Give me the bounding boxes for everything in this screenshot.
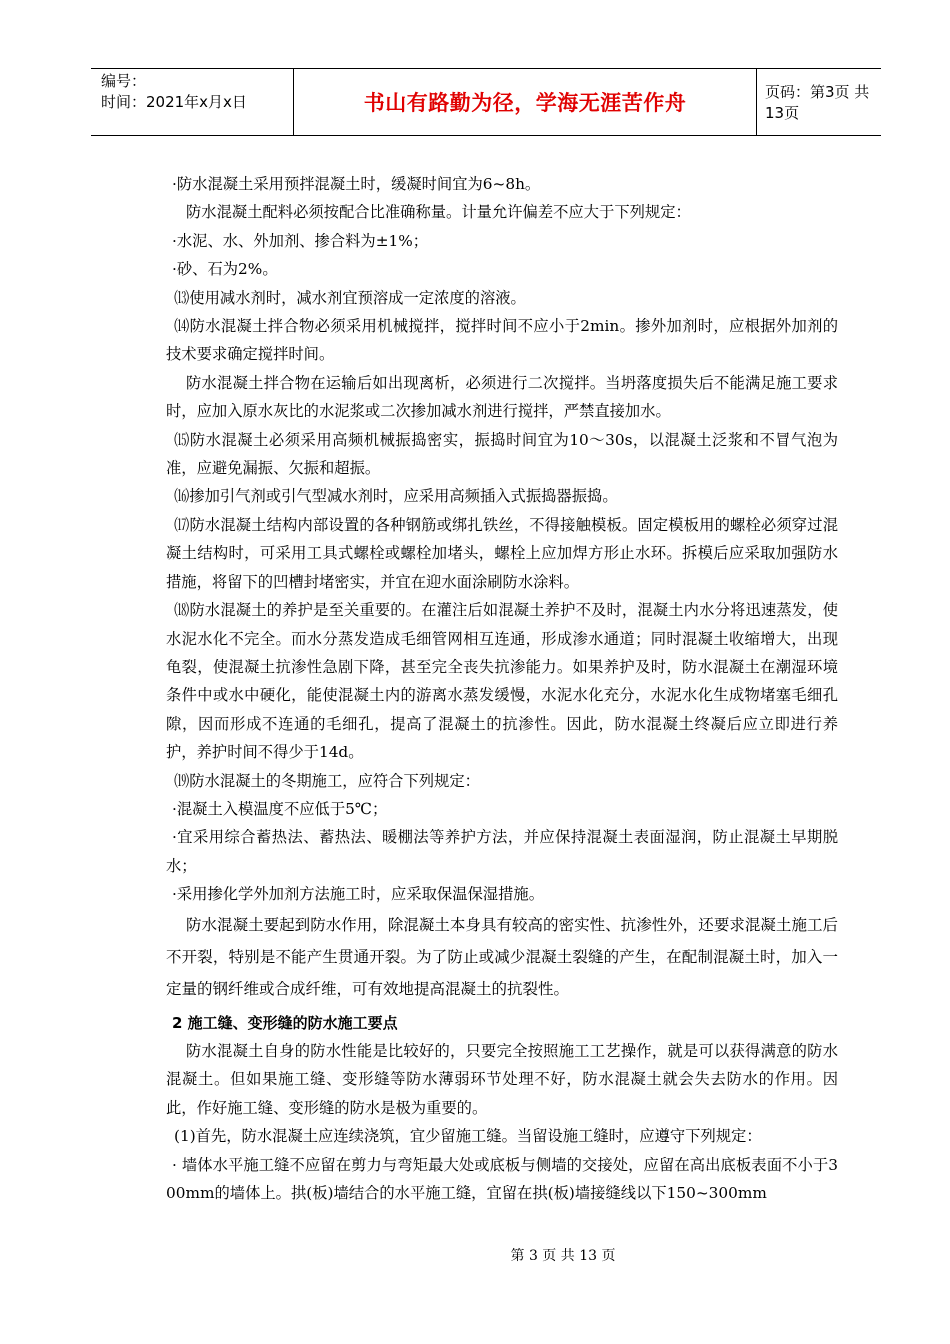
paragraph: 防水混凝土要起到防水作用，除混凝土本身具有较高的密实性、抗渗性外，还要求混凝土施工后不开裂，特别是不能产生贯通开裂。为了防止或减少混凝土裂缝的产生，在配制混凝土时，加入一定量的钢纤维或合成纤维，可有效地提高混凝土的抗裂性。 [166,915,838,998]
paragraph: ·防水混凝土采用预拌混凝土时，缓凝时间宜为6~8h。 [172,175,541,193]
number-label: 编号： [101,72,147,90]
page-header [91,68,881,136]
list-item: ·混凝土入模温度不应低于5℃； [172,799,388,818]
list-item: ·采用掺化学外加剂方法施工时，应采取保温保湿措施。 [172,885,544,904]
header-motto: 书山有路勤为径，学海无涯苦作舟 [293,69,757,135]
list-item: ·砂、石为2%。 [172,260,278,279]
list-item: · 墙体水平施工缝不应留在剪力与弯矩最大处或底板与侧墙的交接处，应留在高出底板表面不小于300mm的墙体上。拱(板)墙结合的水平施工缝，宜留在拱(板)墙接缝线以下150~300mm [166,1155,838,1202]
paragraph: ⒂防水混凝土必须采用高频机械振捣密实，振捣时间宜为10～30s，以混凝土泛浆和不冒气泡为准，应避免漏振、欠振和超振。 [166,430,838,478]
paragraph: ⒀使用减水剂时，减水剂宜预溶成一定浓度的溶液。 [174,288,526,307]
document-body [166,170,838,1207]
list-item: ·水泥、水、外加剂、掺合料为±1%； [172,231,429,250]
section-heading: 2 施工缝、变形缝的防水施工要点 [172,1013,398,1032]
paragraph: ⒃掺加引气剂或引气型减水剂时，应采用高频插入式振捣器振捣。 [174,487,618,506]
page-footer: 第 3 页 共 13 页 [510,1248,616,1264]
paragraph: 防水混凝土配料必须按配合比准确称量。计量允许偏差不应大于下列规定： [186,203,691,222]
paragraph: (1)首先，防水混凝土应连续浇筑，宜少留施工缝。当留设施工缝时，应遵守下列规定： [174,1127,762,1146]
header-page-label: 页码：第3页 共13页 [765,83,870,122]
header-left-cell [91,69,293,135]
paragraph: 防水混凝土自身的防水性能是比较好的，只要完全按照施工工艺操作，就是可以获得满意的防水混凝土。但如果施工缝、变形缝等防水薄弱环节处理不好，防水混凝土就会失去防水的作用。因此，作好施工缝、变形缝的防水是极为重要的。 [166,1041,838,1117]
list-item: ·宜采用综合蓄热法、蓄热法、暖棚法等养护方法，并应保持混凝土表面湿润，防止混凝土早期脱水； [166,828,838,875]
paragraph: ⒆防水混凝土的冬期施工，应符合下列规定： [174,771,480,790]
paragraph: ⒅防水混凝土的养护是至关重要的。在灌注后如混凝土养护不及时，混凝土内水分将迅速蒸发，使水泥水化不完全。而水分蒸发造成毛细管网相互连通，形成渗水通道；同时混凝土收缩增大，出现龟裂，使混凝土抗渗性急剧下降，甚至完全丧失抗渗能力。如果养护及时，防水混凝土在潮湿环境条件中或水中硬化，能使混凝土内的游离水蒸发缓慢，水泥水化充分，水泥水化生成物堵塞毛细孔隙，因而形成不连通的毛细孔，提高了混凝土的抗渗性。因此，防水混凝土终凝后应立即进行养护，养护时间不得少于14d。 [166,601,838,762]
paragraph: ⒄防水混凝土结构内部设置的各种钢筋或绑扎铁丝，不得接触模板。固定模板用的螺栓必须穿过混凝土结构时，可采用工具式螺栓或螺栓加堵头，螺栓上应加焊方形止水环。拆模后应采取加强防水措施，将留下的凹槽封堵密实，并宜在迎水面涂刷防水涂料。 [166,515,838,591]
paragraph: 防水混凝土拌合物在运输后如出现离析，必须进行二次搅拌。当坍落度损失后不能满足施工要求时，应加入原水灰比的水泥浆或二次掺加减水剂进行搅拌，严禁直接加水。 [166,373,838,421]
paragraph: ⒁防水混凝土拌合物必须采用机械搅拌，搅拌时间不应小于2min。掺外加剂时，应根据外加剂的技术要求确定搅拌时间。 [166,317,838,364]
time-label: 时间：2021年x月x日 [101,93,247,111]
